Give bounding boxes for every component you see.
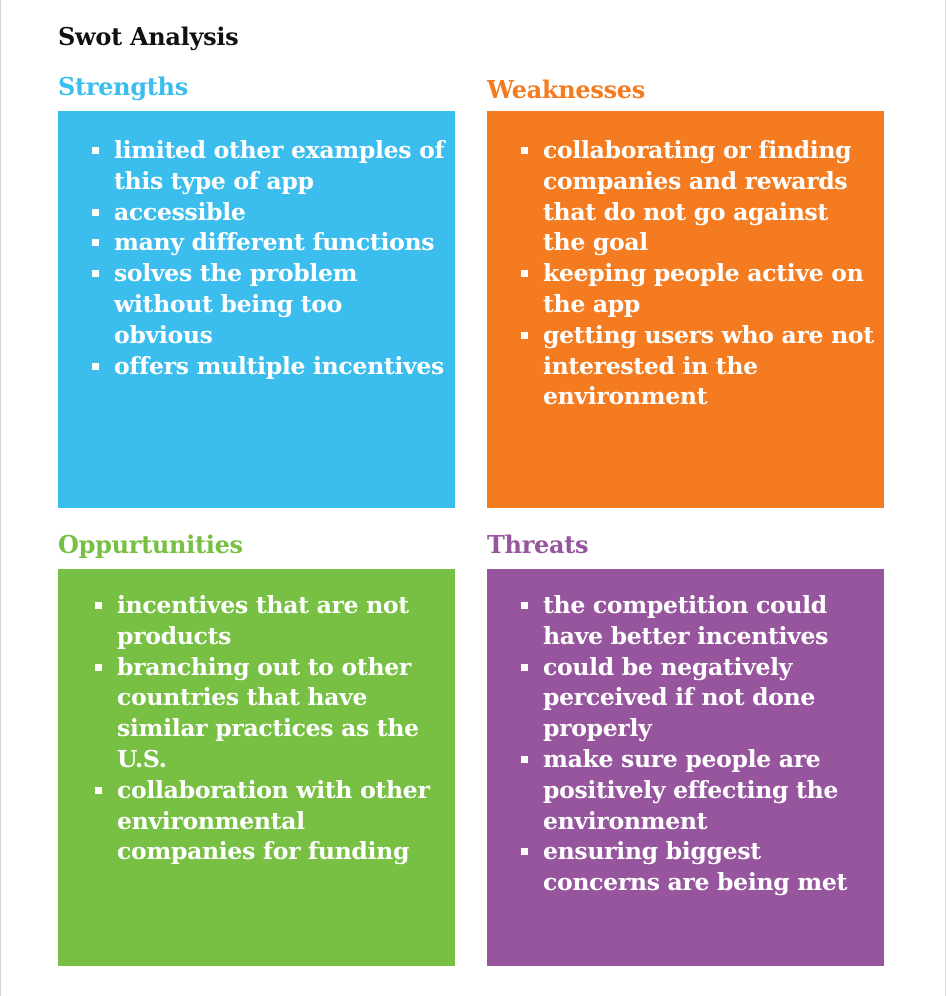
strengths-list — [58, 135, 455, 381]
square-bullet-icon — [92, 363, 99, 370]
square-bullet-icon — [92, 147, 99, 154]
square-bullet-icon — [95, 664, 102, 671]
list-item-text: branching out to other countries that have similar practices as the U.S. — [117, 652, 419, 773]
list-item — [487, 652, 884, 744]
strengths-box — [58, 111, 455, 508]
square-bullet-icon — [92, 209, 99, 216]
weaknesses-box — [487, 111, 884, 508]
page-border-left — [0, 0, 1, 996]
square-bullet-icon — [521, 848, 528, 855]
threats-heading: Threats — [487, 530, 589, 559]
list-item-text: getting users who are not interested in the environment — [543, 320, 874, 411]
list-item — [487, 590, 884, 652]
list-item — [487, 135, 884, 258]
list-item-text: limited other examples of this type of app — [114, 136, 445, 195]
square-bullet-icon — [92, 239, 99, 246]
list-item — [58, 135, 455, 197]
opportunities-heading: Oppurtunities — [58, 530, 243, 559]
weaknesses-heading: Weaknesses — [487, 75, 645, 104]
list-item — [58, 227, 455, 258]
list-item-text: accessible — [114, 197, 246, 226]
weaknesses-list — [487, 135, 884, 412]
square-bullet-icon — [521, 147, 528, 154]
opportunities-list — [58, 590, 455, 867]
square-bullet-icon — [92, 270, 99, 277]
square-bullet-icon — [521, 756, 528, 763]
list-item-text: collaboration with other environmental companies for funding — [117, 775, 430, 866]
list-item — [58, 590, 455, 652]
list-item — [58, 197, 455, 228]
list-item — [487, 258, 884, 320]
list-item — [487, 744, 884, 836]
list-item-text: make sure people are positively effecting the environment — [543, 744, 839, 835]
list-item — [58, 652, 455, 775]
strengths-heading: Strengths — [58, 72, 188, 101]
list-item-text: keeping people active on the app — [543, 259, 864, 318]
list-item — [58, 258, 455, 350]
list-item-text: solves the problem without being too obvious — [114, 259, 358, 349]
list-item — [58, 351, 455, 382]
list-item-text: offers multiple incentives — [114, 351, 444, 380]
square-bullet-icon — [521, 332, 528, 339]
threats-box — [487, 569, 884, 966]
square-bullet-icon — [521, 602, 528, 609]
list-item — [487, 320, 884, 412]
page-title: Swot Analysis — [58, 22, 239, 51]
square-bullet-icon — [521, 664, 528, 671]
threats-list — [487, 590, 884, 898]
opportunities-box — [58, 569, 455, 966]
square-bullet-icon — [95, 602, 102, 609]
square-bullet-icon — [95, 787, 102, 794]
square-bullet-icon — [521, 270, 528, 277]
list-item-text: collaborating or finding companies and rewards that do not go against the goal — [543, 136, 852, 257]
list-item — [58, 775, 455, 867]
list-item-text: could be negatively perceived if not done properly — [543, 652, 816, 743]
list-item-text: many different functions — [114, 228, 435, 257]
list-item — [487, 836, 884, 898]
list-item-text: the competition could have better incentives — [543, 591, 829, 650]
list-item-text: ensuring biggest concerns are being met — [543, 837, 848, 897]
list-item-text: incentives that are not products — [117, 591, 409, 650]
